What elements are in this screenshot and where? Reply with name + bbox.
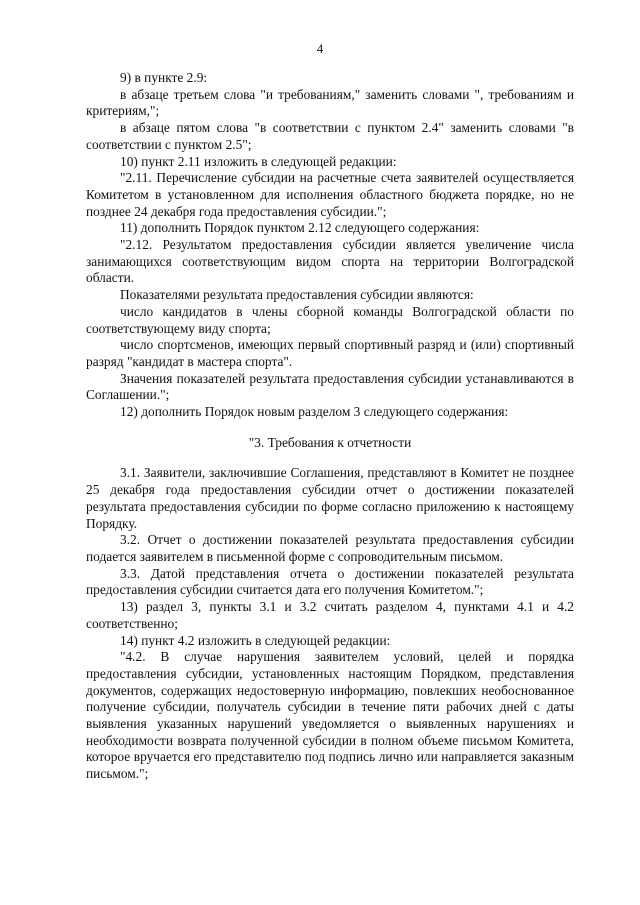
paragraph-item-12: 12) дополнить Порядок новым разделом 3 следующего содержания: — [120, 404, 509, 420]
paragraph-clause-2-11: "2.11. Перечисление субсидии на расчетные счета заявителей осуществляется Комитетом в установленном для исполнения областного бюджета порядке, но не позднее 24 декабря года предоставления субсидии."; — [86, 170, 574, 219]
section-heading: "3. Требования к отчетности — [248, 434, 412, 450]
page-number: 4 — [316, 41, 324, 56]
paragraph-indicator-values: Значения показателей результата предоставления субсидии устанавливаются в Соглашении."; — [86, 370, 574, 403]
paragraph-item-13: 13) раздел 3, пункты 3.1 и 3.2 считать разделом 4, пунктами 4.1 и 4.2 соответственно; — [86, 599, 574, 631]
paragraph-clause-4-2: "4.2. В случае нарушения заявителем условий, целей и порядка предоставления субсидии, установленных настоящим Порядком, представления документов, содержащих недостоверную информацию, повлекших необоснованное получение субсидии, получатель субсидии в течение пяти рабочих дней с даты выявления указанных нарушений уведомляется о выявленных нарушениях и необходимости возврата полученной субсидии в полном объеме письмом Комитета, которое вручается его представителю под подпись лично или направляется заказным письмом."; — [86, 649, 574, 782]
paragraph-abzac-3: в абзаце третьем слова "и требованиям," заменить словами ", требованиям и критериям,"; — [86, 86, 574, 119]
paragraph-indicator-candidates: число кандидатов в члены сборной команды Волгоградской области по соответствующему виду спорта; — [86, 303, 574, 336]
paragraph-clause-2-12: "2.12. Результатом предоставления субсидии является увеличение числа занимающихся соответствующим видом спорта на территории Волгоградской области. — [86, 237, 574, 286]
paragraph-clause-3-3: 3.3. Датой представления отчета о достижении показателей результата предоставления субсидии считается дата его получения Комитетом."; — [86, 565, 574, 598]
paragraph-item-14: 14) пункт 4.2 изложить в следующей редакции: — [120, 632, 391, 648]
paragraph-indicator-athletes: число спортсменов, имеющих первый спортивный разряд и (или) спортивный разряд "кандидат в мастера спорта". — [86, 337, 574, 369]
paragraph-item-11: 11) дополнить Порядок пунктом 2.12 следующего содержания: — [120, 220, 480, 236]
paragraph-clause-3-2: 3.2. Отчет о достижении показателей результата предоставления субсидии подается заявителем в письменной форме с сопроводительным письмом. — [86, 532, 574, 564]
paragraph-item-10: 10) пункт 2.11 изложить в следующей редакции: — [120, 153, 397, 169]
paragraph-indicators-intro: Показателями результата предоставления субсидии являются: — [120, 287, 474, 303]
document-body — [86, 70, 574, 783]
paragraph-abzac-5: в абзаце пятом слова "в соответствии с пунктом 2.4" заменить словами "в соответствии с пунктом 2.5"; — [86, 120, 574, 152]
paragraph-item-9: 9) в пункте 2.9: — [120, 70, 208, 85]
paragraph-clause-3-1: 3.1. Заявители, заключившие Соглашения, представляют в Комитет не позднее 25 декабря года предоставления субсидии отчет о достижении показателей результата предоставления субсидии по форме согласно приложению к настоящему Порядку. — [86, 465, 574, 531]
